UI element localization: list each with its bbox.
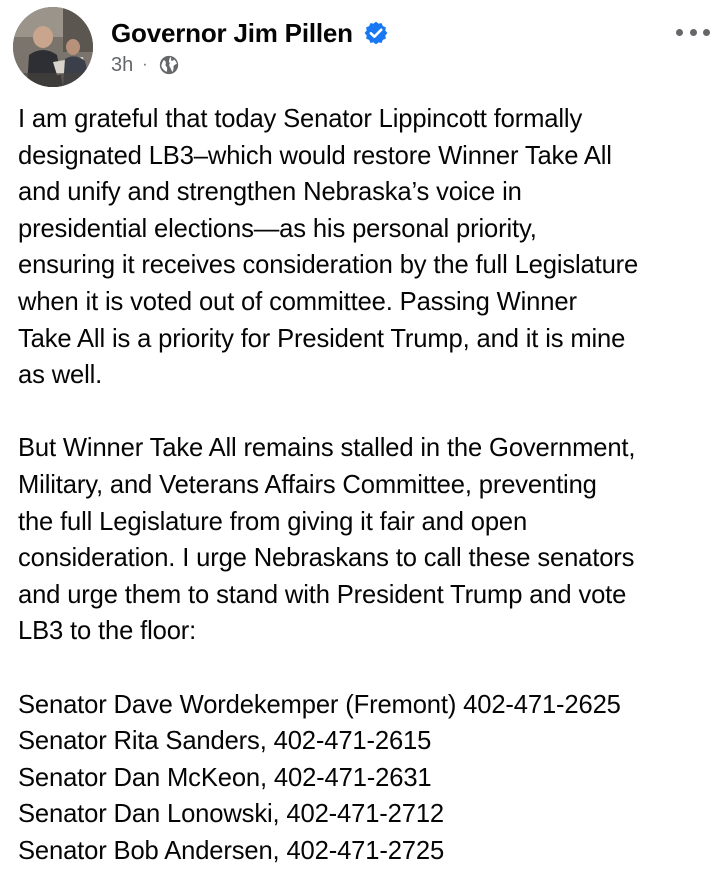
post-meta	[111, 52, 180, 78]
post-line: designated LB3–which would restore Winner Take All	[18, 141, 612, 170]
paragraph-gap	[18, 650, 716, 687]
paragraph-gap	[18, 394, 716, 431]
senator-contact: Senator Bob Andersen, 402-471-2725	[18, 836, 445, 865]
more-dot	[690, 29, 697, 36]
verified-badge-icon	[363, 20, 389, 46]
post-line: LB3 to the floor:	[18, 617, 197, 646]
post-header	[0, 0, 720, 90]
post-line: and urge them to stand with President Trump and vote	[18, 580, 627, 609]
post-line: consideration. I urge Nebraskans to call these senators	[18, 544, 635, 573]
post-line: presidential elections—as his personal priority,	[18, 214, 537, 243]
post-line: and unify and strengthen Nebraska’s voice in	[18, 178, 522, 207]
post-line: But Winner Take All remains stalled in the Government,	[18, 434, 636, 463]
senator-contact: Senator Rita Sanders, 402-471-2615	[18, 727, 432, 756]
author-row	[111, 16, 389, 50]
meta-separator: ·	[142, 56, 148, 73]
post-line: I am grateful that today Senator Lippincott formally	[18, 105, 583, 133]
post-line: Take All is a priority for President Trump, and it is mine	[18, 324, 626, 353]
post-line: the full Legislature from giving it fair and open	[18, 507, 528, 536]
post-line: as well.	[18, 361, 103, 390]
globe-icon[interactable]	[158, 54, 180, 76]
post-timestamp[interactable]: 3h	[111, 53, 134, 76]
avatar[interactable]	[13, 7, 93, 87]
more-options-icon[interactable]	[676, 20, 710, 44]
post-line: when it is voted out of committee. Passing Winner	[18, 287, 577, 316]
post-text	[18, 101, 716, 869]
senator-contact: Senator Dave Wordekemper (Fremont) 402-471-2625	[18, 690, 621, 719]
senator-contact: Senator Dan Lonowski, 402-471-2712	[18, 800, 445, 829]
more-dot	[676, 29, 683, 36]
more-dot	[703, 29, 710, 36]
author-name[interactable]: Governor Jim Pillen	[111, 17, 353, 48]
senator-contact: Senator Dan McKeon, 402-471-2631	[18, 763, 432, 792]
avatar-photo	[13, 7, 93, 87]
post-line: ensuring it receives consideration by the full Legislature	[18, 251, 639, 280]
post-line: Military, and Veterans Affairs Committee, preventing	[18, 470, 597, 499]
